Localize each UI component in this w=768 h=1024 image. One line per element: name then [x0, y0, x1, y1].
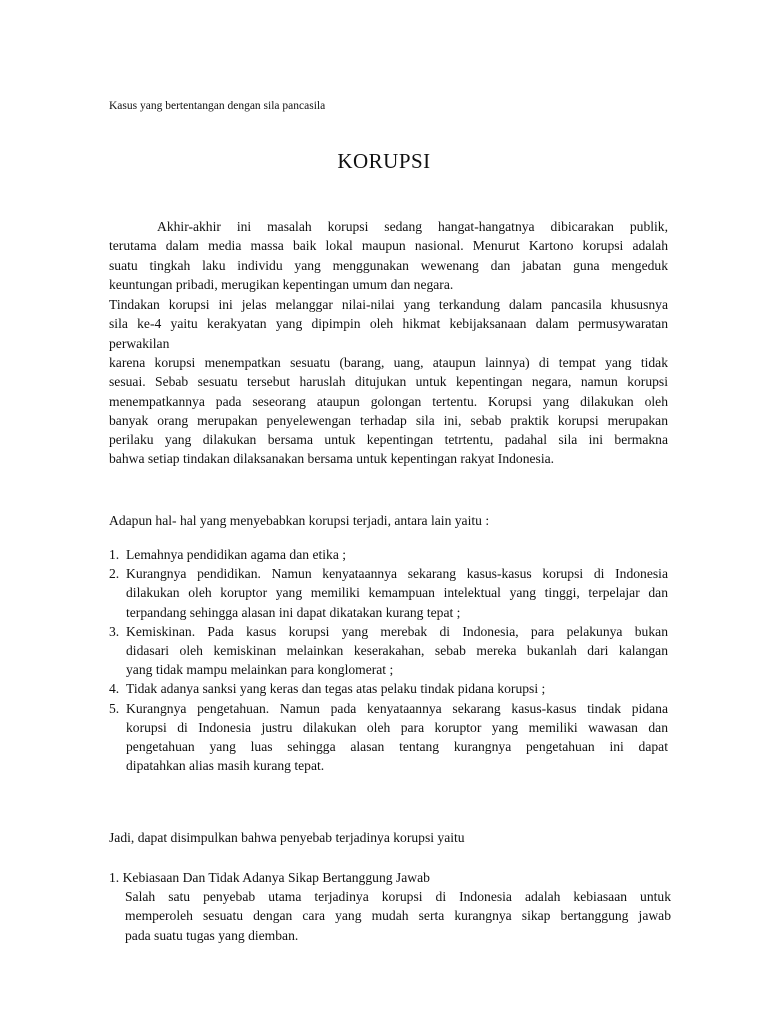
list-item-line: terpandang sehingga alasan ini dapat dikatakan kurang tepat ;	[126, 604, 461, 620]
document-subtitle: Kasus yang bertentangan dengan sila pancasila	[109, 100, 326, 112]
list-item	[109, 545, 668, 564]
paragraph-line: Tindakan korupsi ini jelas melanggar nilai-nilai yang terkandung dalam pancasila khususnya	[109, 297, 668, 312]
causes-list	[109, 545, 668, 775]
list-item-line: Kemiskinan. Pada kasus korupsi yang merebak di Indonesia, para pelakunya bukan	[126, 623, 668, 639]
paragraph-line: perwakilan	[109, 335, 170, 351]
paragraph-line: karena korupsi menempatkan sesuatu (barang, uang, ataupun lainnya) di tempat yang tidak	[109, 355, 668, 370]
list-item-line: dilakukan oleh koruptor yang memiliki kemampuan intelektual yang tinggi, terpelajar dan	[126, 585, 668, 601]
paragraph-line: memperoleh sesuatu dengan cara yang mudah serta kurangnya sikap bertanggung jawab	[125, 908, 671, 924]
list-item-line: pengetahuan yang luas sehingga alasan tentang kurangnya pengetahuan ini dapat	[126, 739, 668, 755]
paragraph-line: suatu tingkah laku individu yang menggunakan wewenang dan jabatan guna mengeduk	[109, 257, 668, 273]
list-item-number: 3.	[109, 623, 120, 639]
conclusion-item-heading: 1. Kebiasaan Dan Tidak Adanya Sikap Bertanggung Jawab	[109, 870, 430, 885]
list-item-line: yang tidak mampu melainkan para konglomerat ;	[126, 662, 394, 678]
conclusion-item-body	[125, 887, 671, 945]
list-item	[109, 699, 668, 776]
paragraph-line: terutama dalam media massa baik lokal maupun nasional. Menurut Kartono korupsi adalah	[109, 238, 668, 254]
conclusion-intro: Jadi, dapat disimpulkan bahwa penyebab terjadinya korupsi yaitu	[109, 830, 465, 845]
list-item-line: dipatahkan alias masih kurang tepat.	[126, 758, 325, 774]
list-item	[109, 679, 668, 698]
paragraph-line: Salah satu penyebab utama terjadinya korupsi di Indonesia adalah kebiasaan untuk	[125, 889, 671, 904]
paragraph-pancasila	[109, 295, 668, 353]
list-item-number: 5.	[109, 700, 120, 716]
paragraph-line: menempatkannya pada seseorang ataupun golongan tertentu. Korupsi yang dilakukan oleh	[109, 393, 668, 409]
list-item-line: Tidak adanya sanksi yang keras dan tegas atas pelaku tindak pidana korupsi ;	[126, 681, 546, 697]
paragraph-line: pada suatu tugas yang diemban.	[125, 927, 299, 943]
paragraph-intro	[109, 217, 668, 294]
document-title: KORUPSI	[337, 149, 431, 173]
causes-intro: Adapun hal- hal yang menyebabkan korupsi terjadi, antara lain yaitu :	[109, 513, 490, 528]
list-item-number: 1.	[109, 547, 120, 562]
list-item-number: 4.	[109, 681, 120, 697]
list-item-line: didasari oleh kemiskinan melainkan keserakahan, sebab mereka bukanlah dari kalangan	[126, 643, 668, 659]
list-item	[109, 622, 668, 680]
list-item-number: 2.	[109, 566, 120, 582]
list-item	[109, 564, 668, 622]
paragraph-line: sesuai. Sebab sesuatu tersebut haruslah ditujukan untuk kepentingan negara, namun korupsi	[109, 374, 668, 390]
paragraph-line: bahwa setiap tindakan dilaksanakan bersama untuk kepentingan rakyat Indonesia.	[109, 451, 555, 467]
list-item-line: Kurangnya pengetahuan. Namun pada kenyataannya sekarang kasus-kasus tindak pidana	[126, 700, 668, 716]
paragraph-line: keuntungan pribadi, merugikan kepentingan umum dan negara.	[109, 276, 454, 292]
paragraph-explanation	[109, 353, 668, 469]
paragraph-line: banyak orang merupakan penyelewengan terhadap sila ini, sebab praktik korupsi merupakan	[109, 412, 668, 428]
paragraph-line: perilaku yang dilakukan bersama untuk kepentingan tetrtentu, padahal sila ini bermakna	[109, 432, 668, 448]
list-item-line: korupsi di Indonesia justru dilakukan oleh para koruptor yang memiliki wawasan dan	[126, 719, 668, 735]
paragraph-line: Akhir-akhir ini masalah korupsi sedang hangat-hangatnya dibicarakan publik,	[157, 219, 668, 234]
paragraph-line: sila ke-4 yaitu kerakyatan yang dipimpin oleh hikmat kebijaksanaan dalam permusywaratan	[109, 316, 668, 332]
list-item-line: Lemahnya pendidikan agama dan etika ;	[126, 547, 347, 562]
list-item-line: Kurangnya pendidikan. Namun kenyataannya sekarang kasus-kasus korupsi di Indonesia	[126, 566, 668, 582]
